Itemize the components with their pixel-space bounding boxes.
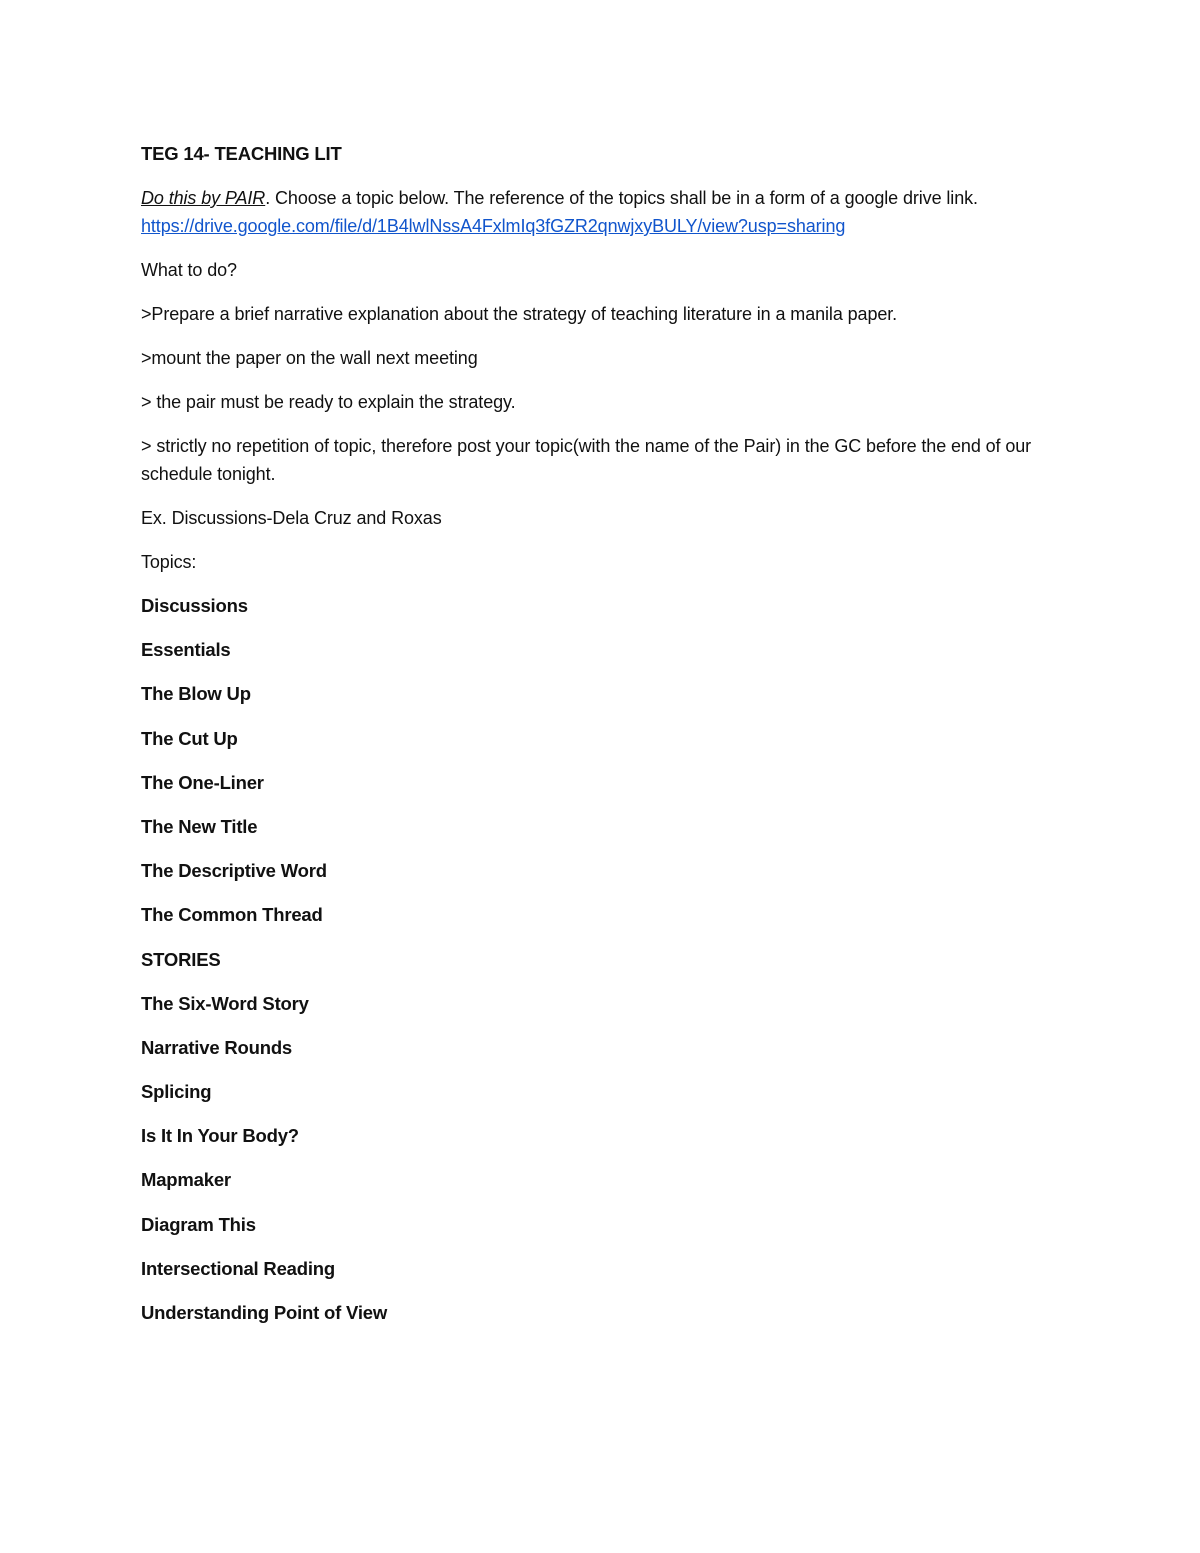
topic-item: Narrative Rounds	[141, 1036, 293, 1058]
document-page	[141, 140, 1071, 1343]
topic-item: Essentials	[141, 639, 231, 661]
example-line: Ex. Discussions-Dela Cruz and Roxas	[141, 508, 442, 528]
topic-item: STORIES	[141, 948, 221, 970]
topic-item: The Descriptive Word	[141, 860, 327, 882]
pair-note: Do this by PAIR	[141, 188, 266, 208]
topic-item: The Six-Word Story	[141, 992, 309, 1014]
what-to-do-heading: What to do?	[141, 260, 237, 280]
topic-item: Diagram This	[141, 1213, 256, 1235]
intro-text: . Choose a topic below. The reference of the topics shall be in a form of a google drive link.	[265, 188, 978, 208]
topics-list	[141, 592, 1071, 1327]
instruction-mount: >mount the paper on the wall next meeting	[141, 348, 478, 368]
topic-item: The New Title	[141, 815, 258, 837]
topic-item: The One-Liner	[141, 771, 264, 793]
topic-item: Understanding Point of View	[141, 1302, 388, 1323]
instruction-prepare: >Prepare a brief narrative explanation about the strategy of teaching literature in a manila paper.	[141, 304, 898, 324]
topic-item: Mapmaker	[141, 1169, 231, 1191]
instruction-no-repetition: > strictly no repetition of topic, therefore post your topic(with the name of the Pair) in the GC before the end of our schedule tonight.	[141, 436, 1032, 484]
document-title: TEG 14- TEACHING LIT	[141, 143, 342, 164]
topic-item: Discussions	[141, 595, 248, 616]
intro-paragraph	[141, 184, 1071, 240]
topic-item: The Cut Up	[141, 727, 238, 749]
topic-item: The Common Thread	[141, 904, 323, 926]
topic-item: Intersectional Reading	[141, 1257, 336, 1279]
instruction-ready: > the pair must be ready to explain the strategy.	[141, 392, 516, 412]
topic-item: Splicing	[141, 1081, 212, 1103]
topic-item: Is It In Your Body?	[141, 1125, 299, 1147]
google-drive-link[interactable]: https://drive.google.com/file/d/1B4lwlNssA4FxlmIq3fGZR2qnwjxyBULY/view?usp=sharing	[141, 216, 846, 236]
topics-heading: Topics:	[141, 552, 197, 572]
topic-item: The Blow Up	[141, 683, 251, 705]
